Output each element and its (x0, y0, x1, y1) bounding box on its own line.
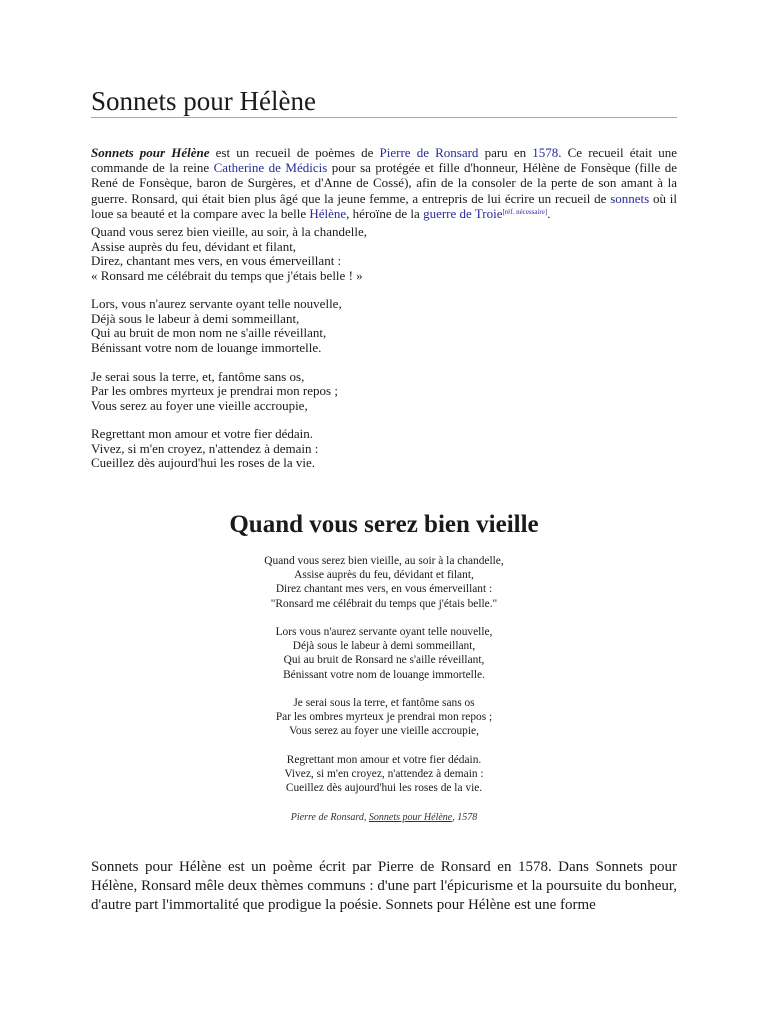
poem-line: Par les ombres myrteux je prendrai mon repos ; (275, 711, 493, 724)
poem-quote-box (91, 554, 677, 810)
poem-stanza (91, 370, 677, 414)
poem-line: Cueillez dès aujourd'hui les roses de la vie. (285, 782, 483, 795)
poem-stanza (91, 753, 677, 796)
poem-line: Regrettant mon amour et votre fier dédain. (91, 426, 314, 442)
intro-text: où il loue sa beauté et la compare avec la belle (91, 190, 677, 221)
poem-line: Direz chantant mes vers, en vous émerveillant : (275, 583, 493, 596)
intro-text: . Ce recueil était une commande de la reine (91, 145, 677, 176)
link-catherine-de-medicis[interactable]: Catherine de Médicis (213, 160, 328, 176)
poem-stanza (91, 625, 677, 682)
poem-line: Vous serez au foyer une vieille accroupie, (91, 397, 308, 413)
citation-year: , 1578 (452, 812, 478, 823)
poem-line: Cueillez dès aujourd'hui les roses de la vie. (91, 455, 316, 471)
citation-author: Pierre de Ronsard, (290, 812, 369, 823)
poem-citation (91, 811, 677, 825)
poem-line: « Ronsard me célébrait du temps que j'étais belle ! » (91, 267, 363, 283)
poem-line: Bénissant votre nom de louange immortelle. (91, 339, 322, 355)
poem-line: Lors, vous n'aurez servante oyant telle nouvelle, (91, 296, 342, 312)
link-1578[interactable]: 1578 (532, 145, 559, 160)
poem-line: Assise auprès du feu, dévidant et filant, (294, 569, 474, 582)
intro-text: pour sa protégée et fille d'honneur, Hélène de Fonsèque (fille de René de Fonsèque, baron de Surgères, et d'Anne de Cossé), afin de la consoler de la perte de son amant à la guerre. Ronsard, qui était bien plus âgé que la jeune femme, a entrepris de lui écrire un recueil de (91, 160, 678, 206)
poem-line: "Ronsard me célébrait du temps que j'étais belle." (270, 597, 498, 610)
intro-text: paru en (478, 145, 533, 160)
intro-text: est un recueil de poèmes de (209, 145, 380, 160)
poem-line: Vous serez au foyer une vieille accroupie, (289, 725, 479, 738)
citation-work-link[interactable]: Sonnets pour Hélène (368, 812, 453, 823)
poem-line: Quand vous serez bien vieille, au soir, à la chandelle, (91, 224, 367, 239)
page-title: Sonnets pour Hélène (91, 84, 677, 118)
poem-line: Vivez, si m'en croyez, n'attendez à demain : (91, 440, 319, 456)
poem-line: Qui au bruit de mon nom ne s'aille réveillant, (91, 325, 327, 341)
poem-line: Assise auprès du feu, dévidant et filant, (91, 238, 297, 254)
link-guerre-de-troie[interactable]: guerre de Troie (423, 205, 503, 221)
poem-line: Déjà sous le labeur à demi sommeillant, (91, 310, 300, 326)
link-sonnets[interactable]: sonnets (610, 190, 650, 206)
poem-plain (91, 225, 677, 485)
poem-line: Lors vous n'aurez servante oyant telle nouvelle, (275, 626, 493, 638)
quote-title: Quand vous serez bien vieille (229, 511, 539, 538)
link-pierre-de-ronsard[interactable]: Pierre de Ronsard (379, 145, 479, 160)
poem-stanza (91, 554, 677, 611)
intro-bold-title: Sonnets pour Hélène (91, 145, 210, 160)
body-paragraph: Sonnets pour Hélène est un poème écrit par Pierre de Ronsard en 1578. Dans Sonnets pour Hélène, Ronsard mêle deux thèmes communs : d'une part l'épicurisme et la poursuite du bonheur, d'autre part l'immortalité que prodigue la poésie. Sonnets pour Hélène est une forme (91, 859, 677, 914)
poem-line: Qui au bruit de Ronsard ne s'aille réveillant, (283, 654, 485, 667)
intro-paragraph (91, 145, 677, 221)
intro-text: , héroïne de la (346, 205, 424, 221)
poem-stanza (91, 225, 677, 283)
intro-text: . (547, 205, 551, 221)
poem-line: Regrettant mon amour et votre fier dédain. (286, 753, 482, 766)
poem-line: Par les ombres myrteux je prendrai mon repos ; (91, 383, 338, 399)
poem-line: Quand vous serez bien vieille, au soir à la chandelle, (264, 555, 504, 567)
poem-line: Bénissant votre nom de louange immortelle. (283, 668, 485, 681)
citation-needed-link[interactable]: [réf. nécessaire] (502, 207, 548, 216)
poem-stanza (91, 297, 677, 355)
poem-line: Déjà sous le labeur à demi sommeillant, (292, 640, 476, 653)
poem-line: Vivez, si m'en croyez, n'attendez à demain : (284, 768, 484, 780)
poem-line: Je serai sous la terre, et fantôme sans os (293, 697, 475, 709)
poem-stanza (91, 427, 677, 471)
poem-stanza (91, 696, 677, 739)
poem-line: Je serai sous la terre, et, fantôme sans os, (91, 368, 305, 384)
link-helene[interactable]: Hélène (309, 205, 347, 221)
poem-line: Direz, chantant mes vers, en vous émerveillant : (91, 253, 342, 268)
